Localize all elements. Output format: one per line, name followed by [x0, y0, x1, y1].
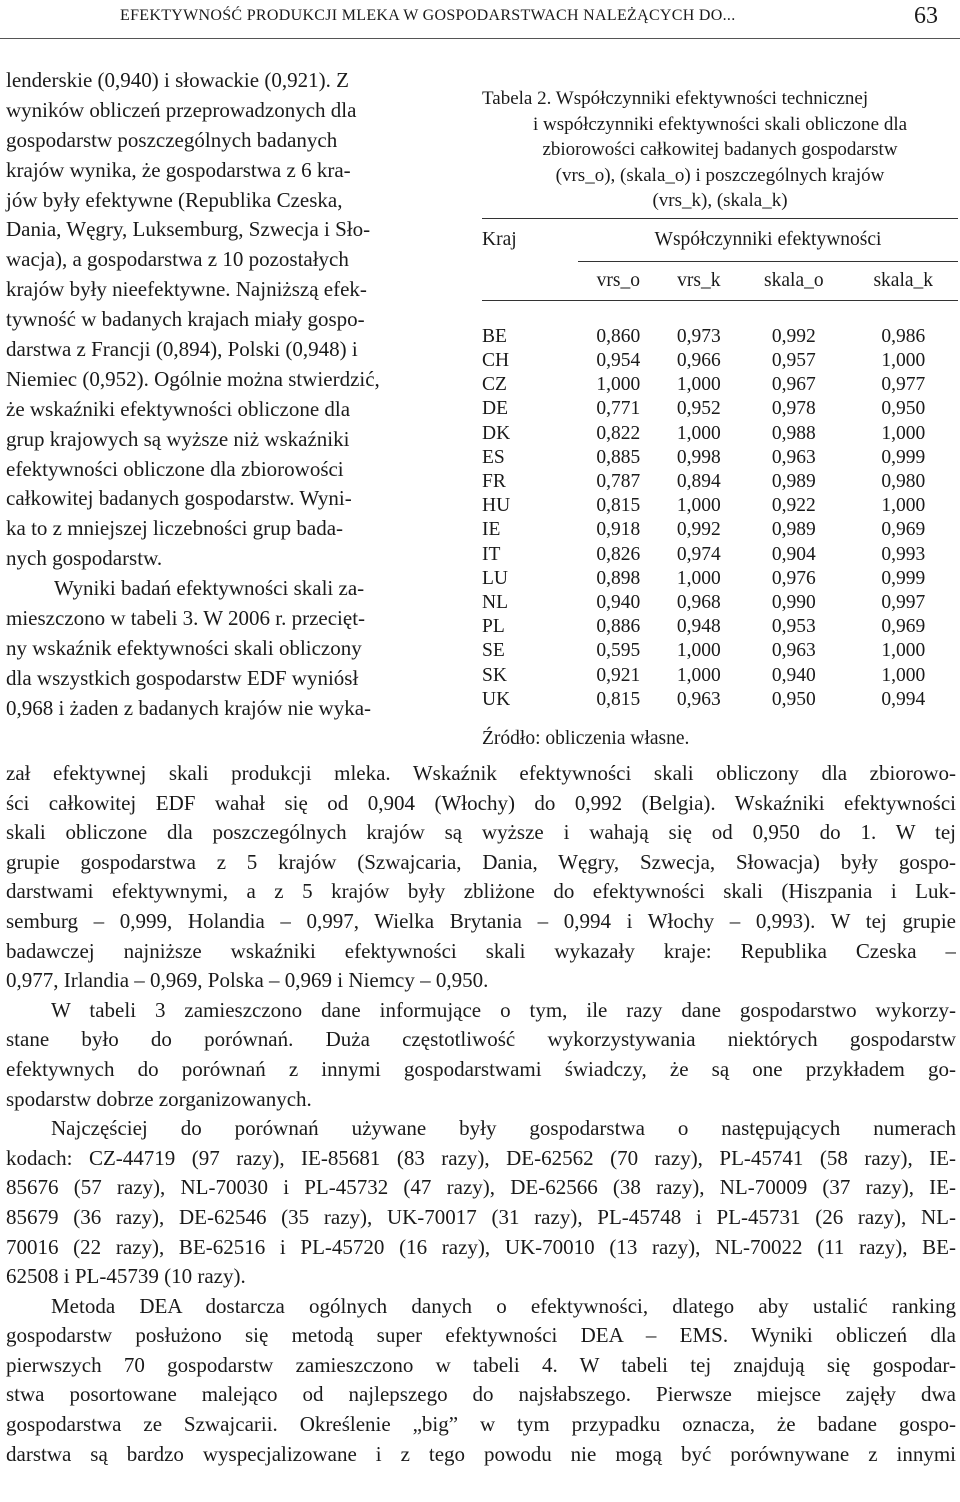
caption-line: (vrs_k), (skala_k)	[652, 190, 788, 211]
left-column-text	[6, 66, 446, 724]
table-cell: 0,968	[676, 591, 721, 613]
table-cell: 0,977	[881, 374, 926, 396]
table-cell: 1,000	[676, 495, 721, 517]
text-line: efektywności obliczone dla zbiorowości	[6, 456, 344, 481]
table-cell: 0,992	[676, 519, 721, 541]
table-cell: 0,771	[596, 398, 641, 420]
text-line: dla wszystkich gospodarstw EDF wyniósł	[6, 665, 359, 690]
text-line: że wskaźniki efektywności obliczone dla	[6, 396, 351, 421]
text-line: ka to z mniejszej liczebności grup bada-	[6, 516, 344, 541]
country-code: FR	[482, 470, 506, 492]
running-title: EFEKTYWNOŚĆ PRODUKCJI MLEKA W GOSPODARSTWACH NALEŻĄCYCH DO...	[120, 7, 736, 24]
text-line: lenderskie (0,940) i słowackie (0,921). Z	[6, 68, 349, 92]
table-cell: 1,000	[881, 349, 926, 371]
table-cell: 1,000	[676, 664, 721, 686]
country-code: DK	[482, 422, 511, 444]
country-code: LU	[482, 567, 508, 589]
country-code: UK	[482, 688, 511, 710]
header-rule	[0, 38, 960, 39]
caption-line: Tabela 2. Współczynniki efektywności technicznej	[482, 88, 869, 109]
table-cell: 1,000	[676, 422, 721, 444]
text-line: mieszczono w tabeli 3. W 2006 r. przecięt-	[6, 606, 366, 631]
text-line: gospodarstw posłużono się metodą super efektywności DEA – EMS. Wyniki obliczeń dla	[6, 1323, 956, 1348]
table-row	[482, 518, 958, 542]
table-row	[482, 543, 958, 567]
table-row	[482, 591, 958, 615]
table-2	[482, 86, 958, 750]
table-cell: 0,904	[771, 543, 816, 565]
text-line: 85679 (36 razy), DE-62546 (35 razy), UK-70017 (31 razy), PL-45748 i PL-45731 (26 razy), NL-	[6, 1204, 956, 1229]
text-line: badawczej najniższe wskaźniki efektywności skali wykazały kraje: Republika Czeska –	[6, 938, 956, 963]
table-cell: 0,993	[881, 543, 926, 565]
text-line: semburg – 0,999, Holandia – 0,997, Wielka Brytania – 0,994 i Włochy – 0,993). W tej grupie	[6, 908, 956, 933]
table-cell: 0,921	[596, 664, 641, 686]
country-code: IT	[482, 543, 501, 565]
text-line: 0,968 i żaden z badanych krajów nie wyka-	[6, 695, 372, 720]
table-cell: 0,815	[596, 688, 641, 710]
text-line: darstwa z Francji (0,894), Polski (0,948) i	[6, 337, 358, 362]
table-cell: 0,957	[771, 349, 816, 371]
table-row	[482, 349, 958, 373]
text-line: stane było do porównań. Duża częstotliwość wykorzystywania niektórych gospodarstw	[6, 1027, 956, 1052]
text-line: krajów wynika, że gospodarstwa z 6 kra-	[6, 157, 351, 182]
table-source: Źródło: obliczenia własne.	[482, 727, 690, 749]
table-cell: 0,815	[596, 495, 641, 517]
page-number: 63	[914, 3, 938, 29]
column-header: skala_k	[849, 261, 958, 300]
text-line: Wyniki badań efektywności skali za-	[54, 576, 365, 601]
text-line: ści całkowitej EDF wahał się od 0,904 (Włochy) do 0,992 (Belgia). Wskaźniki efektywności	[6, 790, 956, 815]
header-group: Współczynniki efektywności	[578, 218, 958, 261]
table-cell: 0,963	[771, 446, 816, 468]
country-code: DE	[482, 398, 508, 420]
table-row	[482, 470, 958, 494]
text-line: W tabeli 3 zamieszczono dane informujące o tym, ile razy dane gospodarstwo wykorzy-	[51, 997, 956, 1022]
text-line: darstwami efektywnymi, a z 5 krajów były zbliżone do efektywności skali (Hiszpania i Luk-	[6, 879, 956, 904]
table-cell: 1,000	[676, 567, 721, 589]
table-cell: 0,976	[771, 567, 816, 589]
table-cell: 0,966	[676, 349, 721, 371]
column-header: vrs_o	[578, 261, 659, 300]
table-cell: 0,595	[596, 640, 641, 662]
text-line: darstwa są bardzo wyspecjalizowane i z tego powodu nie mogą być porównywane z innymi	[6, 1441, 956, 1466]
table-cell: 0,986	[881, 325, 926, 347]
efficiency-table	[482, 218, 958, 712]
table-row	[482, 373, 958, 397]
table-cell: 1,000	[881, 422, 926, 444]
text-line: 85676 (57 razy), NL-70030 i PL-45732 (47 razy), DE-62566 (38 razy), NL-70009 (37 razy), IE-	[6, 1175, 956, 1200]
table-cell: 0,967	[771, 374, 816, 396]
table-cell: 0,999	[881, 567, 926, 589]
table-cell: 0,822	[596, 422, 641, 444]
country-code: NL	[482, 591, 508, 613]
table-cell: 0,922	[771, 495, 816, 517]
table-cell: 1,000	[596, 374, 641, 396]
table-cell: 0,980	[881, 470, 926, 492]
table-row	[482, 664, 958, 688]
table-cell: 0,992	[771, 325, 816, 347]
text-line: Metoda DEA dostarcza ogólnych danych o efektywności, dlatego aby ustalić ranking	[51, 1293, 956, 1318]
running-header	[0, 0, 960, 40]
table-row	[482, 615, 958, 639]
text-line: gospodarstwa ze Szwajcarii. Określenie „big” w tym przypadku oznacza, że badane gospo-	[6, 1412, 956, 1437]
table-row	[482, 494, 958, 518]
table-cell: 1,000	[881, 640, 926, 662]
table-row	[482, 397, 958, 421]
table-cell: 0,826	[596, 543, 641, 565]
text-line: spodarstw dobrze zorganizowanych.	[6, 1086, 312, 1111]
table-cell: 0,989	[771, 470, 816, 492]
table-cell: 0,918	[596, 519, 641, 541]
table-cell: 0,894	[676, 470, 721, 492]
text-line: jów były efektywne (Republika Czeska,	[6, 187, 343, 212]
country-code: BE	[482, 325, 507, 347]
country-code: HU	[482, 495, 511, 517]
table-cell: 0,998	[676, 446, 721, 468]
table-row	[482, 688, 958, 712]
text-line: stwa posortowane malejąco od najlepszego do najsłabszego. Pierwsze miejsce zajęły dwa	[6, 1382, 956, 1407]
table-cell: 0,973	[676, 325, 721, 347]
table-cell: 0,948	[676, 616, 721, 638]
table-cell: 1,000	[676, 640, 721, 662]
table-cell: 0,990	[771, 591, 816, 613]
table-cell: 0,954	[596, 349, 641, 371]
table-cell: 0,953	[771, 616, 816, 638]
table-cell: 0,940	[596, 591, 641, 613]
text-line: efektywnych do porównań z innymi gospodarstwami świadczy, że są one przykładem go-	[6, 1056, 956, 1081]
table-row	[482, 639, 958, 663]
table-cell: 0,952	[676, 398, 721, 420]
country-code: PL	[482, 616, 505, 638]
table-cell: 0,994	[881, 688, 926, 710]
text-line: całkowitej badanych gospodarstw. Wyni-	[6, 486, 352, 511]
country-code: CH	[482, 349, 510, 371]
table-cell: 0,963	[676, 688, 721, 710]
text-line: kodach: CZ-44719 (97 razy), IE-85681 (83 razy), DE-62562 (70 razy), PL-45741 (58 razy), IE-	[6, 1145, 956, 1170]
column-header: skala_o	[739, 261, 848, 300]
table-cell: 0,999	[881, 446, 926, 468]
table-cell: 0,989	[771, 519, 816, 541]
table-cell: 0,997	[881, 591, 926, 613]
caption-line: (vrs_o), (skala_o) i poszczególnych krajów	[555, 164, 885, 186]
text-line: nych gospodarstw.	[6, 546, 163, 571]
text-line: grupie gospodarstwa z 5 krajów (Szwajcaria, Dania, Węgry, Szwecja, Słowacja) były gospo-	[6, 849, 956, 874]
table-cell: 0,886	[596, 616, 641, 638]
table-cell: 1,000	[881, 664, 926, 686]
text-line: zał efektywnej skali produkcji mleka. Wskaźnik efektywności skali obliczony dla zbiorowo-	[6, 761, 956, 785]
text-line: 62508 i PL-45739 (10 razy).	[6, 1264, 246, 1289]
table-cell: 0,940	[771, 664, 816, 686]
body-text	[6, 759, 956, 1469]
text-line: grup krajowych są wyższe niż wskaźniki	[6, 426, 350, 451]
text-line: Dania, Węgry, Luksemburg, Szwecja i Sło-	[6, 217, 371, 242]
table-row	[482, 325, 958, 349]
country-code: IE	[482, 519, 501, 541]
country-code: SK	[482, 664, 507, 686]
table-cell: 0,950	[771, 688, 816, 710]
table-cell: 0,978	[771, 398, 816, 420]
caption-line: zbiorowości całkowitej badanych gospodarstw	[542, 139, 898, 160]
table-row	[482, 422, 958, 446]
table-row	[482, 446, 958, 470]
table-cell: 0,860	[596, 325, 641, 347]
text-line: wacja), a gospodarstwa z 10 pozostałych	[6, 247, 349, 272]
table-cell: 0,787	[596, 470, 641, 492]
text-line: gospodarstw poszczególnych badanych	[6, 127, 338, 152]
table-cell: 1,000	[881, 495, 926, 517]
text-line: wyników obliczeń przeprowadzonych dla	[6, 97, 357, 122]
text-line: 70016 (22 razy), BE-62516 i PL-45720 (16 razy), UK-70010 (13 razy), NL-70022 (11 razy), BE-	[6, 1234, 956, 1259]
table-cell: 0,988	[771, 422, 816, 444]
country-code: SE	[482, 640, 505, 662]
table-cell: 0,963	[771, 640, 816, 662]
text-line: skali obliczone dla poszczególnych krajów są wyższe i wahają się od 0,950 do 1. W tej	[6, 820, 956, 845]
caption-line: i współczynniki efektywności skali obliczone dla	[532, 113, 908, 135]
text-line: krajów były nieefektywne. Najniższą efek-	[6, 277, 367, 302]
text-line: Najczęściej do porównań używane były gospodarstwa o następujących numerach	[51, 1116, 956, 1141]
table-cell: 0,974	[676, 543, 721, 565]
table-row	[482, 567, 958, 591]
text-line: Niemiec (0,952). Ogólnie można stwierdzić,	[6, 366, 380, 391]
table-cell: 0,898	[596, 567, 641, 589]
text-line: 0,977, Irlandia – 0,969, Polska – 0,969 i Niemcy – 0,950.	[6, 968, 489, 993]
table-cell: 0,950	[881, 398, 926, 420]
table-cell: 0,969	[881, 616, 926, 638]
country-code: CZ	[482, 374, 507, 396]
table-cell: 0,885	[596, 446, 641, 468]
table-cell: 1,000	[676, 374, 721, 396]
header-blank	[482, 261, 578, 300]
country-code: ES	[482, 446, 505, 468]
table-caption	[482, 86, 958, 214]
text-line: ny wskaźnik efektywności skali obliczony	[6, 635, 362, 660]
text-line: tywność w badanych krajach miały gospo-	[6, 307, 365, 332]
table-cell: 0,969	[881, 519, 926, 541]
column-header: vrs_k	[659, 261, 740, 300]
text-line: pierwszych 70 gospodarstw zamieszczono w tabeli 4. W tabeli tej znajdują się gospodar-	[6, 1352, 956, 1377]
header-country: Kraj	[482, 218, 578, 261]
